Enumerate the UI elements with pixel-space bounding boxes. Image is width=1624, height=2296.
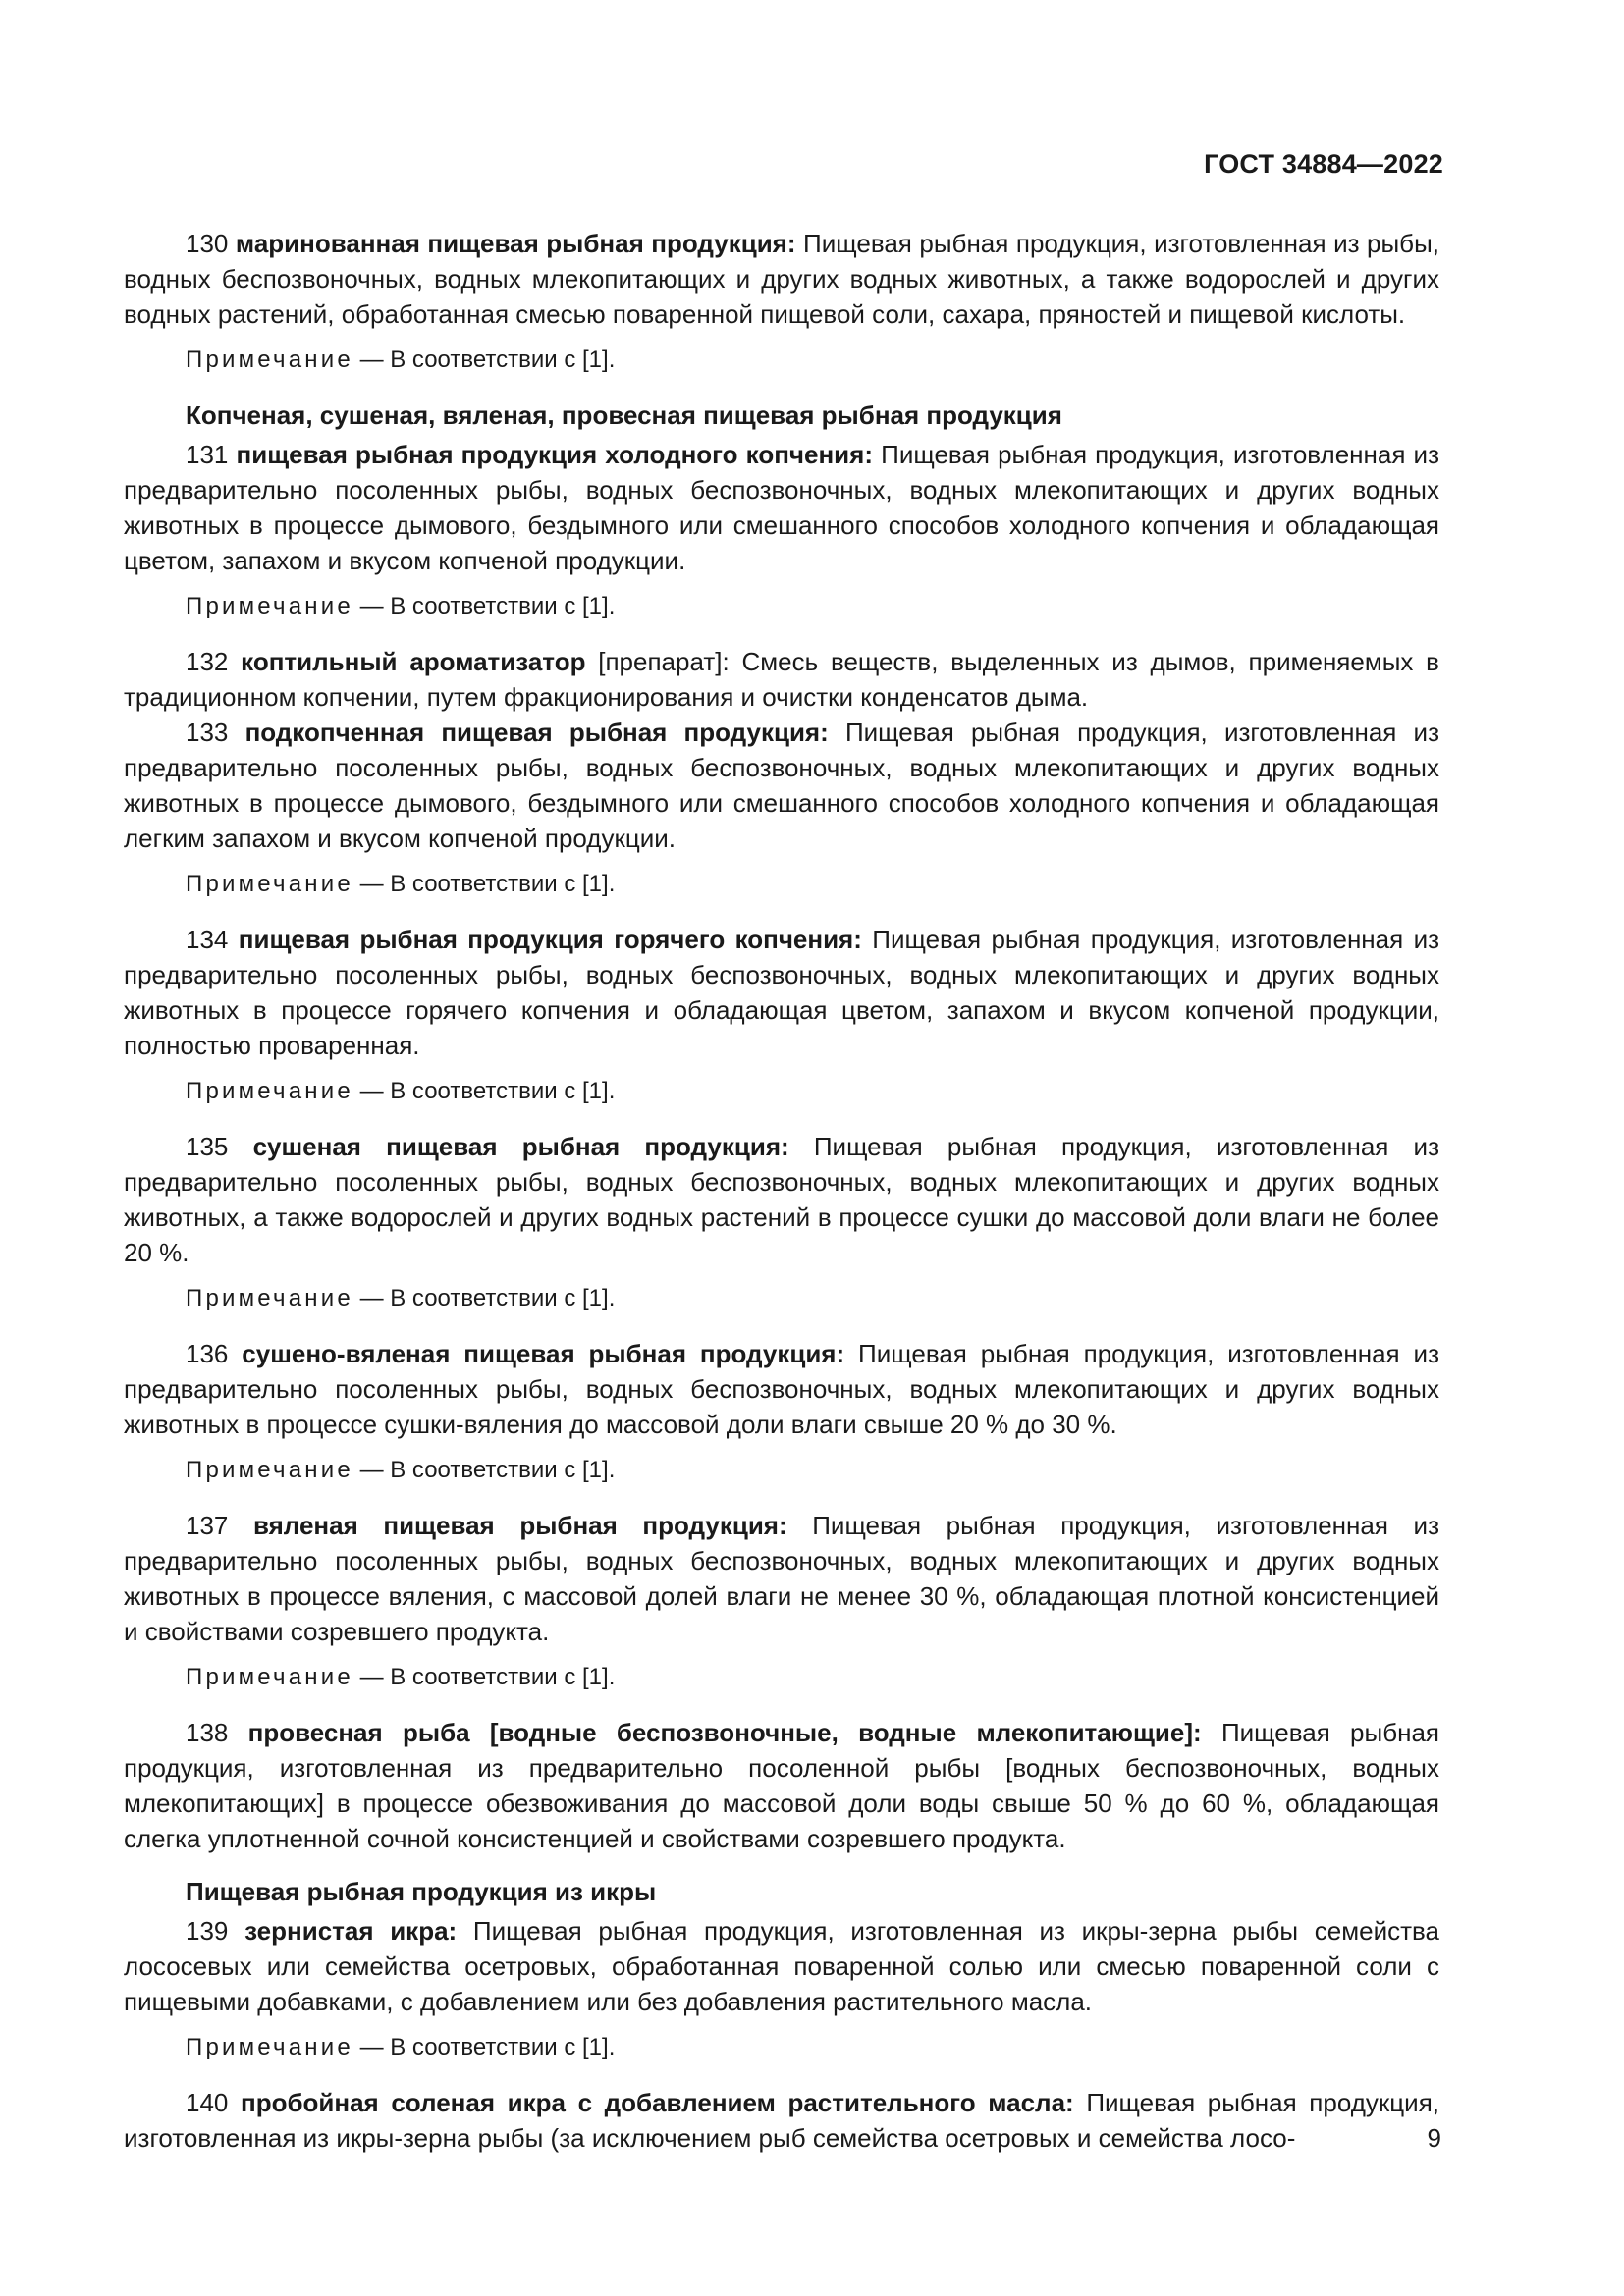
term-title: сушеная пищевая рыбная продукция: <box>252 1132 789 1161</box>
section-heading-caviar: Пищевая рыбная продукция из икры <box>186 1877 657 1906</box>
term-title: зернистая икра: <box>244 1916 458 1946</box>
term-number: 134 <box>186 925 239 954</box>
term-title: вяленая пищевая рыбная продукция: <box>252 1511 787 1540</box>
term-title: пробойная соленая икра с добавлением растительного масла: <box>241 2088 1074 2117</box>
term-title: маринованная пищевая рыбная продукция: <box>235 229 796 258</box>
term-139 <box>124 1913 1439 2019</box>
term-note <box>124 867 1439 902</box>
term-note <box>124 343 1439 378</box>
term-definition: Пищевая рыбная продукция, изготовленная из предварительно посоленных рыбы, водных беспозвоночных, водных млекопитающих и других водных животных в процессе вяления, с массовой долей влаги не менее 30 %, обладающая плотной консистенцией и свойствами созревшего продукта. <box>124 1511 1439 1646</box>
note-label: Примечание <box>186 1285 353 1311</box>
term-132 <box>124 644 1439 715</box>
note-text: — В соответствии с [1]. <box>352 1457 616 1483</box>
term-title: сушено-вяленая пищевая рыбная продукция: <box>242 1339 845 1368</box>
note-text: — В соответствии с [1]. <box>352 593 616 619</box>
page-number: 9 <box>1427 2123 1441 2153</box>
term-definition: [препарат]: Смесь веществ, выделенных из дымов, применяемых в традиционном копчении, путем фракционирования и очистки конденсатов дыма. <box>124 647 1439 712</box>
note-text: — В соответствии с [1]. <box>352 871 616 897</box>
term-number: 137 <box>186 1511 253 1540</box>
term-number: 132 <box>186 647 242 676</box>
note-label: Примечание <box>186 593 353 619</box>
term-number: 135 <box>186 1132 253 1161</box>
term-137 <box>124 1508 1439 1649</box>
note-label: Примечание <box>186 2034 353 2060</box>
term-note <box>124 1281 1439 1316</box>
note-text: — В соответствии с [1]. <box>352 1664 616 1690</box>
term-138 <box>124 1715 1439 1856</box>
term-133 <box>124 715 1439 856</box>
term-title: коптильный ароматизатор <box>241 647 586 676</box>
term-definition: Пищевая рыбная продукция, изготовленная из предварительно посоленных рыбы, водных беспозвоночных, водных млекопитающих и других водных животных, а также водорослей и других водных растений в процессе сушки до массовой доли влаги не более 20 %. <box>124 1132 1440 1267</box>
note-label: Примечание <box>186 1664 353 1690</box>
term-definition: Пищевая рыбная продукция, изготовленная из предварительно посоленной рыбы [водных беспозвоночных, водных млекопитающих] в процессе обезвоживания до массовой доли воды свыше 50 % до 60 %, обладающая слегка уплотненной сочной консистенцией и свойствами созревшего продукта. <box>124 1718 1439 1853</box>
term-135 <box>124 1129 1439 1270</box>
term-140 <box>124 2085 1439 2156</box>
note-label: Примечание <box>186 1078 353 1104</box>
term-number: 131 <box>186 440 237 469</box>
term-definition: Пищевая рыбная продукция, изготовленная из икры-зерна рыбы (за исключением рыб семейства осетровых и семейства лосо- <box>124 2088 1439 2153</box>
term-note <box>124 1453 1439 1488</box>
term-number: 130 <box>186 229 236 258</box>
term-title: пищевая рыбная продукция холодного копчения: <box>236 440 873 469</box>
term-definition: Пищевая рыбная продукция, изготовленная из предварительно посоленных рыбы, водных беспозвоночных, водных млекопитающих и других водных животных в процессе дымового, бездымного или смешанного способов холодного копчения и обладающая легким запахом и вкусом копченой продукции. <box>124 718 1439 853</box>
note-text: — В соответствии с [1]. <box>352 1078 616 1104</box>
term-definition: Пищевая рыбная продукция, изготовленная из предварительно посоленных рыбы, водных беспозвоночных, водных млекопитающих и других водных животных в процессе сушки-вяления до массовой доли влаги свыше 20 % до 30 %. <box>124 1339 1439 1439</box>
note-text: — В соответствии с [1]. <box>352 1285 616 1311</box>
term-definition: Пищевая рыбная продукция, изготовленная из икры-зерна рыбы семейства лососевых или семейства осетровых, обработанная поваренной солью или смесью поваренной соли с пищевыми добавками, с добавлением или без добавления растительного масла. <box>124 1916 1440 2016</box>
term-number: 133 <box>186 718 245 747</box>
term-note <box>124 2030 1439 2065</box>
document-body <box>124 226 1439 2156</box>
term-note <box>124 1074 1439 1109</box>
term-131 <box>124 437 1439 578</box>
note-label: Примечание <box>186 347 353 373</box>
term-note <box>124 1660 1439 1695</box>
note-text: — В соответствии с [1]. <box>352 2034 616 2060</box>
section-heading-smoked: Копченая, сушеная, вяленая, провесная пищевая рыбная продукция <box>186 400 1062 430</box>
note-text: — В соответствии с [1]. <box>352 347 616 373</box>
term-definition: Пищевая рыбная продукция, изготовленная из рыбы, водных беспозвоночных, водных млекопитающих и других водных животных, а также водорослей и других водных растений, обработанная смесью поваренной пищевой соли, сахара, пряностей и пищевой кислоты. <box>124 229 1439 329</box>
term-number: 140 <box>186 2088 241 2117</box>
document-header: ГОСТ 34884—2022 <box>1204 149 1443 179</box>
term-number: 138 <box>186 1718 248 1747</box>
note-label: Примечание <box>186 1457 353 1483</box>
term-definition: Пищевая рыбная продукция, изготовленная из предварительно посоленных рыбы, водных беспозвоночных, водных млекопитающих и других водных животных в процессе дымового, бездымного или смешанного способов холодного копчения и обладающая цветом, запахом и вкусом копченой продукции. <box>124 440 1439 575</box>
term-134 <box>124 922 1439 1063</box>
term-130 <box>124 226 1439 332</box>
term-title: провесная рыба [водные беспозвоночные, водные млекопитающие]: <box>247 1718 1202 1747</box>
term-note <box>124 589 1439 624</box>
term-number: 139 <box>186 1916 245 1946</box>
term-title: пищевая рыбная продукция горячего копчения: <box>238 925 862 954</box>
term-136 <box>124 1336 1439 1442</box>
term-definition: Пищевая рыбная продукция, изготовленная из предварительно посоленных рыбы, водных беспозвоночных, водных млекопитающих и других водных животных в процессе горячего копчения и обладающая цветом, запахом и вкусом копченой продукции, полностью проваренная. <box>124 925 1440 1060</box>
term-number: 136 <box>186 1339 243 1368</box>
note-label: Примечание <box>186 871 353 897</box>
term-title: подкопченная пищевая рыбная продукция: <box>244 718 829 747</box>
